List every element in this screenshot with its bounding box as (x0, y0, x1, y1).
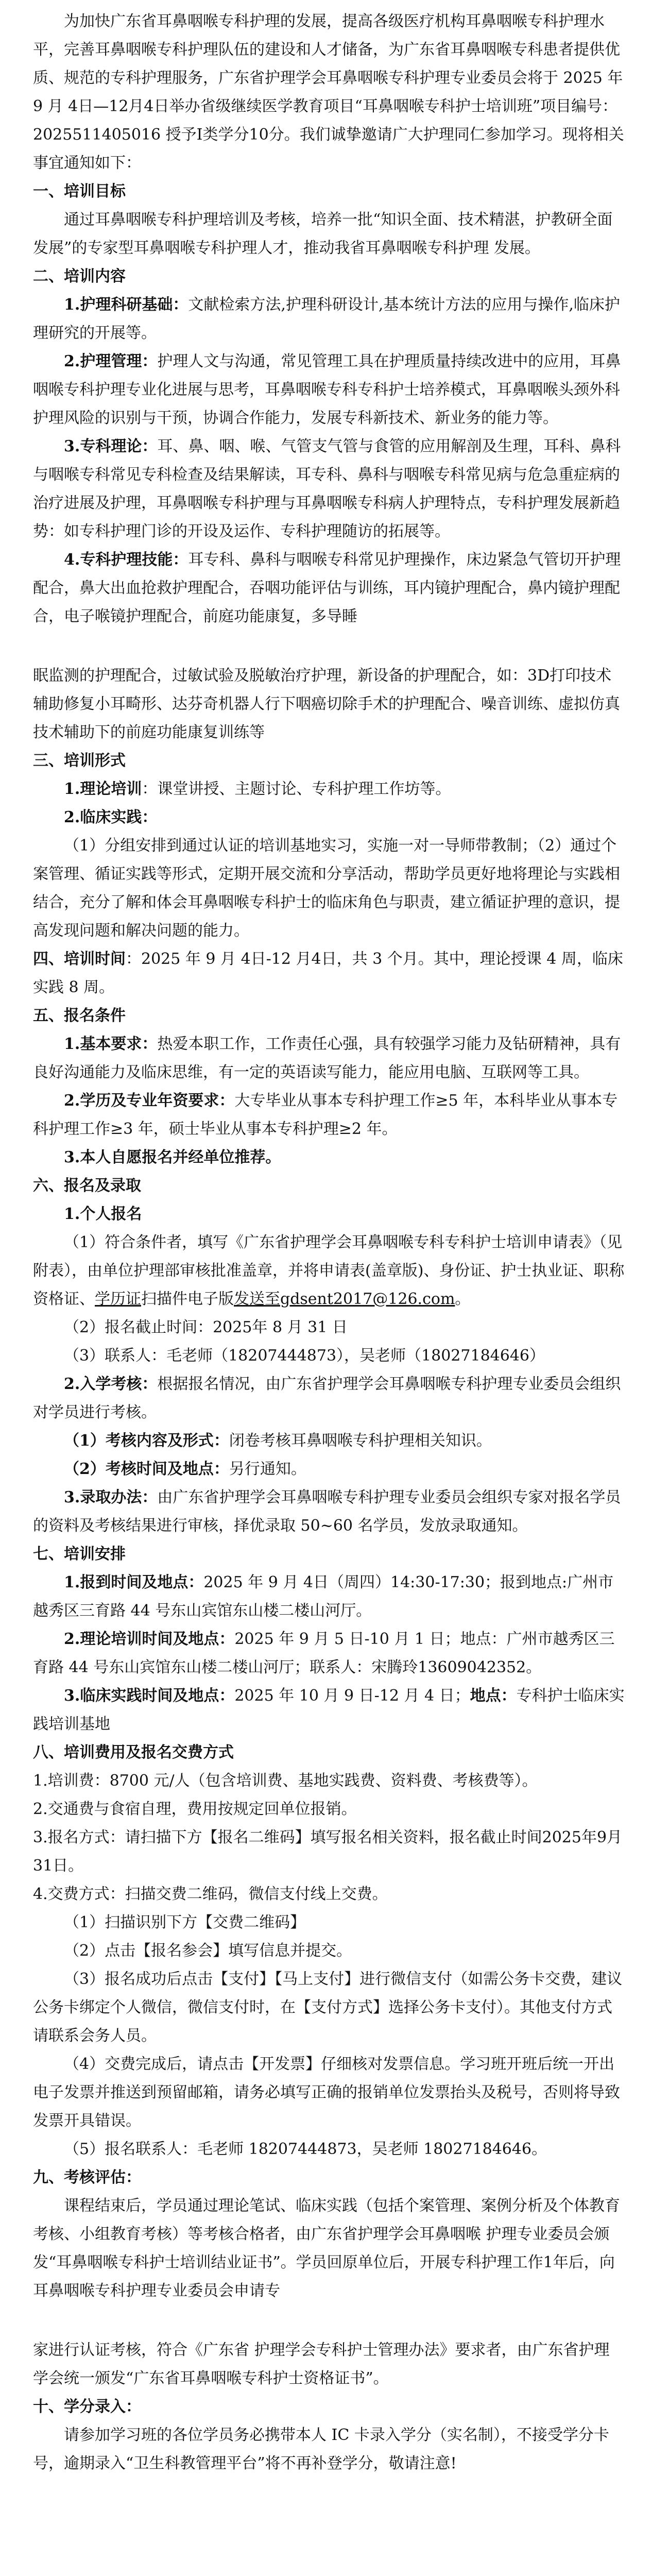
section-4-text: ：2025 年 9 月 4日-12 月4日，共 3 个月。其中，理论授课 4 周，临床实践 8 周。 (33, 950, 623, 996)
section-8-title: 八、培训费用及报名交费方式 (33, 1743, 234, 1761)
entrance-exam-text: 根据报名情况，由广东省护理学会耳鼻咽喉专科护理专业委员会组织对学员进行考核。 (33, 1375, 621, 1421)
section-3-title: 三、培训形式 (33, 752, 126, 770)
schedule-theory-label: 2.理论培训时间及地点： (64, 1630, 235, 1648)
fee-payment-method: 4.交费方式：扫描交费二维码，微信支付线上交费。 (33, 1885, 388, 1903)
enroll-personal-text-a: （1）符合条件者，填写《广东省护理学会耳鼻咽喉专科专科护士培训申请表》（见附表），由单位护理部审核批准盖章，并将申请表(盖章版)、身份证、护士执业证、职称资格证、 (33, 1233, 625, 1308)
credit-text: 请参加学习班的各位学员务必携带本人 IC 卡录入学分（实名制），不接受学分卡号，逾期录入“卫生科教管理平台”将不再补登学分，敬请注意! (33, 2426, 609, 2472)
fee-step-5: （5）报名联系人：毛老师 18207444873，吴老师 18027184646。 (64, 2140, 547, 2158)
admission-method-text: 由广东省护理学会耳鼻咽喉专科护理专业委员会组织专家对报名学员的资料及考核结果进行审核，择优录取 50~60 名学员，发放录取通知。 (33, 1488, 621, 1535)
fee-amount: 1.培训费：8700 元/人（包含培训费、基地实践费、资料费、考核费等）。 (33, 1772, 538, 1790)
page-break (33, 2305, 625, 2336)
schedule-clinical-place: 专科护士临床实践培训基地 (33, 1687, 625, 1733)
entrance-exam (33, 1370, 625, 1427)
enroll-deadline: （2）报名截止时间：2025年 8 月 31 日 (64, 1318, 348, 1336)
fee-step-2: （2）点击【报名参会】填写信息并提交。 (64, 1942, 352, 1960)
exam-content-text: 闭卷考核耳鼻咽喉专科护理相关知识。 (229, 1432, 492, 1450)
schedule-register-label: 1.报到时间及地点： (64, 1573, 204, 1591)
enroll-personal-text (33, 1228, 625, 1313)
fee-step-1: （1）扫描识别下方【交费二维码】 (64, 1913, 306, 1931)
format-clinical-label: 2.临床实践： (64, 808, 158, 826)
content-skills-text: 耳专科、鼻科与咽喉专科常见护理操作，床边紧急气管切开护理配合，鼻大出血抢救护理配合，吞咽功能评估与训练，耳内镜护理配合，鼻内镜护理配合，电子喉镜护理配合，前庭功能康复，多导睡 (33, 551, 621, 625)
enroll-diploma: 学历证 (95, 1290, 141, 1308)
entrance-exam-label: 2.入学考核： (64, 1375, 158, 1393)
content-management-label: 2.护理管理： (64, 352, 158, 370)
requirement-education-label: 2.学历及专业年资要求： (64, 1092, 235, 1110)
schedule-theory-text: 2025 年 9 月 5 日-10 月 1 日；地点：广州市越秀区三育路 44 号东山宾馆东山楼二楼山河厅；联系人：宋腾玲13609042352。 (33, 1630, 615, 1676)
schedule-register-text: 2025 年 9 月 4日（周四）14:30-17:30；报到地点:广州市越秀区三育路 44 号东山宾馆东山楼二楼山河厅。 (33, 1573, 614, 1620)
fee-register-method: 3.报名方式：请扫描下方【报名二维码】填写报名相关资料，报名截止时间2025年9月31日。 (33, 1828, 623, 1875)
format-clinical-text: （1）分组安排到通过认证的培训基地实习，实施一对一导师带教制；（2）通过个案管理、循证实践等形式，定期开展交流和分享活动，帮助学员更好地将理论与实践相结合，充分了解和体会耳鼻咽喉专科护士的临床角色与职责，建立循证护理的意识，提高发现问题和解决问题的能力。 (33, 837, 620, 940)
format-theory-text: ：课堂讲授、主题讨论、专科护理工作坊等。 (142, 780, 451, 798)
content-skills-continued: 眠监测的护理配合，过敏试验及脱敏治疗护理，新设备的护理配合，如：3D打印技术辅助修复小耳畸形、达芬奇机器人行下咽癌切除手术的护理配合、噪音训练、虚拟仿真技术辅助下的前庭功能康复训练等 (33, 667, 620, 741)
section-4-title: 四、培训时间 (33, 950, 126, 968)
content-management-text: 护理人文与沟通，常见管理工具在护理质量持续改进中的应用，耳鼻咽喉专科护理专业化进展与思考，耳鼻咽喉专科专科护士培养模式，耳鼻咽喉头颈外科护理风险的识别与干预，协调合作能力，发展专科新技术、新业务的能力等。 (33, 352, 621, 427)
section-5-title: 五、报名条件 (33, 1007, 126, 1025)
fee-step-3: （3）报名成功后点击【支付】【马上支付】进行微信支付（如需公务卡交费，建议公务卡绑定个人微信，微信支付时，在【支付方式】选择公务卡支付）。其他支付方式请联系会务人员。 (33, 1970, 623, 2045)
admission-method-label: 3.录取办法： (64, 1488, 158, 1506)
exam-time-text: 另行通知。 (229, 1460, 306, 1478)
enroll-personal-title: 1.个人报名 (64, 1205, 142, 1223)
format-theory-label: 1.理论培训 (64, 780, 142, 798)
content-skills-label: 4.专科护理技能： (64, 551, 188, 569)
assessment-text: 课程结束后，学员通过理论笔试、临床实践（包括个案管理、案例分析及个体教育考核、小组教育考核）等考核合格者，由广东省护理学会耳鼻咽喉 护理专业委员会颁发“耳鼻咽喉专科护士培训结业证书”。学员回原单位后，开展专科护理工作1年后，向耳鼻咽喉专科护理专业委员会申请专 (33, 2197, 620, 2300)
content-theory (33, 432, 625, 546)
section-2-title: 二、培训内容 (33, 267, 126, 285)
section-10-title: 十、学分录入： (33, 2398, 141, 2416)
intro-paragraph: 为加快广东省耳鼻咽喉专科护理的发展，提高各级医疗机构耳鼻咽喉专科护理水平，完善耳鼻咽喉专科护理队伍的建设和人才储备，为广东省耳鼻咽喉专科患者提供优质、规范的专科护理服务，广东省护理学会耳鼻咽喉专科护理专业委员会将于 2025 年 9 月 4日—12月4日举办省级继续医学教育项目“耳鼻咽喉专科护士培训班”项目编号：2025511405016 授予Ⅰ类学分10分。我们诚挚邀请广大护理同仁参加学习。现将相关事宜通知如下： (33, 12, 624, 172)
requirement-basic-label: 1.基本要求： (64, 1035, 158, 1053)
admission-method (33, 1483, 625, 1540)
enroll-personal-text-c: 。 (455, 1290, 471, 1308)
enroll-email-link[interactable]: 发送至gdsent2017@126.com (234, 1290, 455, 1308)
enroll-contact: （3）联系人：毛老师（18207444873），吴老师（18027184646） (64, 1347, 545, 1365)
fee-travel: 2.交通费与食宿自理，费用按规定回单位报销。 (33, 1800, 357, 1818)
exam-content-label: （1）考核内容及形式： (64, 1432, 229, 1450)
page-break (33, 631, 625, 662)
section-1-title: 一、培训目标 (33, 182, 126, 200)
content-research-label: 1.护理科研基础： (64, 296, 188, 314)
content-theory-text: 耳、鼻、咽、喉、气管支气管与食管的应用解剖及生理，耳科、鼻科与咽喉专科常见专科检查及结果解读，耳专科、鼻科与咽喉专科常见病与危急重症病的治疗进展及护理，耳鼻咽喉专科护理与耳鼻咽喉专科病人护理特点，专科护理发展新趋势：如专科护理门诊的开设及运作、专科护理随访的拓展等。 (33, 437, 621, 540)
exam-time-label: （2）考核时间及地点： (64, 1460, 229, 1478)
section-9-title: 九、考核评估： (33, 2168, 141, 2187)
requirement-education (33, 1087, 625, 1143)
section-1-text: 通过耳鼻咽喉专科护理培训及考核，培养一批“知识全面、技术精湛，护教研全面发展”的专家型耳鼻咽喉专科护理人才，推动我省耳鼻咽喉专科护理 发展。 (33, 211, 613, 257)
section-7-title: 七、培训安排 (33, 1545, 126, 1563)
content-management (33, 347, 625, 432)
schedule-register (33, 1568, 625, 1625)
format-theory (33, 775, 625, 803)
requirement-recommendation: 3.本人自愿报名并经单位推荐。 (64, 1148, 281, 1166)
section-6-title: 六、报名及录取 (33, 1177, 141, 1195)
schedule-theory (33, 1625, 625, 1682)
content-research-text: 文献检索方法,护理科研设计,基本统计方法的应用与操作,临床护理研究的开展等。 (33, 296, 620, 342)
enroll-personal-text-b: 扫描件电子版 (141, 1290, 234, 1308)
section-4 (33, 945, 625, 1002)
content-skills (33, 546, 625, 631)
requirement-basic (33, 1030, 625, 1087)
fee-step-4: （4）交费完成后，请点击【开发票】仔细核对发票信息。学习班开班后统一开出电子发票并推送到预留邮箱，请务必填写正确的报销单位发票抬头及税号，否则将导致发票开具错误。 (33, 2055, 620, 2130)
requirement-education-text: 大专毕业从事本专科护理工作≥5 年，本科毕业从事本专科护理工作≥3 年，硕士毕业从事本专科护理≥2 年。 (33, 1092, 618, 1138)
content-theory-label: 3.专科理论： (64, 437, 158, 455)
exam-time (33, 1455, 625, 1483)
exam-content (33, 1427, 625, 1455)
requirement-basic-text: 热爱本职工作，工作责任心强，具有较强学习能力及钻研精神，具有良好沟通能力及临床思维，有一定的英语读写能力，能应用电脑、互联网等工具。 (33, 1035, 621, 1081)
content-research (33, 291, 625, 347)
schedule-clinical-text: 2025 年 10 月 9 日-12 月 4 日； (234, 1687, 470, 1705)
schedule-clinical-label: 3.临床实践时间及地点： (64, 1687, 235, 1705)
schedule-clinical-place-label: 地点： (470, 1687, 517, 1705)
schedule-clinical (33, 1682, 625, 1738)
assessment-text-continued: 家进行认证考核，符合《广东省 护理学会专科护士管理办法》要求者，由广东省护理学会统一颁发“广东省耳鼻咽喉专科护士资格证书”。 (33, 2341, 610, 2387)
